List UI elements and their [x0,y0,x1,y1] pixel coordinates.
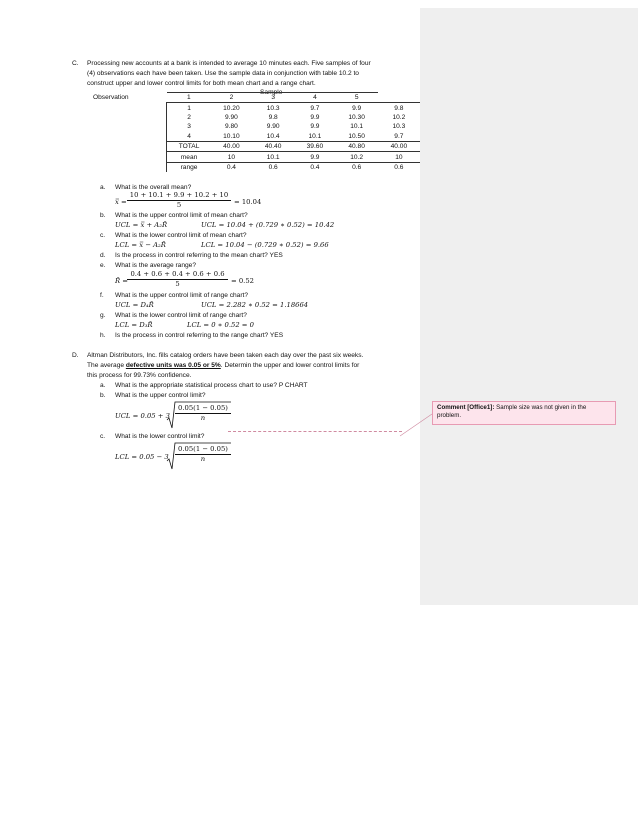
sample-number: 1 [167,93,211,103]
q-c-a-letter: a. [100,184,106,191]
comment-text: Sample size was not given in the [496,404,587,411]
row-label: mean [167,152,211,162]
q-c-f-letter: f. [100,292,104,299]
table-cell: 9.90 [266,123,280,131]
table-cell: 0.6 [252,162,294,172]
fraction-denominator: n [200,414,206,422]
table-cell: 10.10 [223,132,240,140]
q-c-a-text: What is the overall mean? [115,184,192,191]
table-cell: 10.2 [392,113,406,121]
lcl-mean-formula: LCL = x̿ − A₂R̄ [115,241,166,249]
table-cell: 0.6 [378,162,420,172]
lcl-mean-calc: LCL = 10.04 − (0.729 ∗ 0.52) = 9.66 [201,241,329,249]
table-cell: 40.40 [252,141,294,151]
lcl-p-lhs: LCL = 0.05 − 3 [115,453,169,461]
lcl-range-formula: LCL = D₃R̄ [115,321,153,329]
table-row-total [87,141,420,151]
table-row [87,113,420,122]
section-d-line-3: this process for 99.73% confidence. [87,372,192,379]
table-cell: 10.1 [350,123,364,131]
q-c-c-letter: c. [100,232,106,239]
table-cell: 10.2 [336,152,378,162]
q-d-b-letter: b. [100,392,106,399]
section-c-intro-2: (4) observations each have been taken. Use the sample data in conjunction with table 10.2 to [87,70,359,77]
table-cell: 39.60 [294,141,335,151]
table-cell: 9.9 [310,123,320,131]
q-c-h-text: Is the process in control referring to the range chart? YES [115,332,284,339]
ucl-range-calc: UCL = 2.282 ∗ 0.52 = 1.18664 [201,301,309,309]
fraction-numerator: 0.05(1 − 0.05) [175,445,231,455]
section-d-line-2 [87,361,359,370]
line-2-end: . Determin the upper and lower control limits for [220,362,360,369]
q-c-f-text: What is the upper control limit of range chart? [115,292,249,299]
section-d-line-1: Altman Distributors, Inc. fills catalog orders have been taken each day over the past six weeks. [87,352,364,359]
table-cell: 9.9 [336,103,378,113]
sample-number: 3 [252,93,294,103]
sample-number: 4 [294,93,335,103]
table-cell: 40.00 [378,141,420,151]
q-d-c-letter: c. [100,433,106,440]
ucl-p-fraction [175,404,231,423]
q-c-d-letter: d. [100,252,106,259]
lcl-p-fraction [175,445,231,464]
table-cell: 10 [211,152,252,162]
row-label: 2 [167,113,211,122]
table-cell: 10.3 [252,103,294,113]
table-cell: 9.9 [294,152,335,162]
table-cell: 10.1 [308,132,322,140]
table-cell: 10.3 [392,123,406,131]
q-d-b-text: What is the upper control limit? [115,392,206,399]
q-c-b-text: What is the upper control limit of mean chart? [115,212,248,219]
table-row [87,122,420,131]
row-label: 1 [167,103,211,113]
average-range-fraction [127,270,228,289]
table-header-row [87,93,420,103]
average-range-result: = 0.52 [231,277,254,285]
comment-text-continued: problem. [437,412,462,419]
ucl-mean-formula: UCL = x̿ + A₂R̄ [115,221,168,229]
table-cell: 9.7 [294,103,335,113]
comment-anchor-line [228,431,402,432]
fraction-numerator: 0.05(1 − 0.05) [175,404,231,414]
table-cell: 0.6 [336,162,378,172]
defective-rate-emphasis: defective units was 0.05 or 5% [125,362,221,369]
ucl-p-lhs: UCL = 0.05 + 3 [115,412,170,420]
overall-mean-lhs: x̿ = [115,198,127,206]
fraction-numerator: 10 + 10.1 + 9.9 + 10.2 + 10 [127,191,231,201]
row-label: range [167,162,211,172]
q-c-d-text: Is the process in control referring to the mean chart? YES [115,252,283,259]
q-c-h-letter: h. [100,332,106,339]
sample-header: Sample [260,89,283,96]
section-c-intro-3: construct upper and lower control limits for both mean chart and a range chart. [87,80,316,87]
table-cell: 10.50 [348,132,365,140]
average-range-lhs: R̄ = [115,277,128,285]
comment-connector [398,404,434,438]
table-cell: 9.8 [378,103,420,113]
q-c-c-text: What is the lower control limit of mean chart? [115,232,247,239]
line-2-start: The average [87,362,126,369]
table-cell: 0.4 [211,162,252,172]
sample-number: 2 [211,93,252,103]
ucl-range-formula: UCL = D₄R̄ [115,301,154,309]
q-d-a-letter: a. [100,382,106,389]
table-cell: 9.80 [224,123,238,131]
table-row-range [87,162,420,172]
comment-author: Comment [Office1]: [437,404,495,411]
q-c-g-letter: g. [100,312,106,319]
q-d-a-text: What is the appropriate statistical process chart to use? P CHART [115,382,308,389]
overall-mean-fraction [127,191,231,210]
q-c-b-letter: b. [100,212,106,219]
table-cell: 10.20 [211,103,252,113]
table-cell: 9.90 [224,113,238,121]
table-cell: 10.4 [266,132,280,140]
section-c-intro-1: Processing new accounts at a bank is intended to average 10 minutes each. Five samples of four [87,60,371,67]
table-cell: 0.4 [294,162,335,172]
table-row [87,132,420,142]
table-row-mean [87,152,420,162]
table-cell: 10.30 [348,113,365,121]
table-cell: 40.80 [336,141,378,151]
table-cell: 10 [378,152,420,162]
ucl-mean-calc: UCL = 10.04 + (0.729 ∗ 0.52) = 10.42 [201,221,335,229]
q-d-c-text: What is the lower control limit? [115,433,205,440]
observation-header: Observation [93,94,129,102]
comments-pane [420,8,638,605]
row-label: 4 [167,132,211,142]
section-d-label: D. [72,352,79,359]
observation-table [87,92,420,172]
comment-balloon[interactable] [432,401,616,425]
q-c-e-text: What is the average range? [115,262,197,269]
fraction-denominator: 5 [176,201,182,209]
row-label: TOTAL [167,141,211,151]
table-row [87,103,420,113]
overall-mean-result: = 10.04 [234,198,262,206]
fraction-denominator: 5 [175,280,180,288]
fraction-denominator: n [200,455,206,463]
row-label: 3 [167,122,211,131]
section-c-label: C. [72,60,79,67]
lcl-range-calc: LCL = 0 ∗ 0.52 = 0 [187,321,254,329]
table-cell: 40.00 [211,141,252,151]
table-cell: 9.7 [394,132,404,140]
q-c-g-text: What is the lower control limit of range chart? [115,312,247,319]
fraction-numerator: 0.4 + 0.6 + 0.4 + 0.6 + 0.6 [127,270,228,280]
table-cell: 9.9 [310,113,320,121]
q-c-e-letter: e. [100,262,106,269]
sample-number: 5 [336,93,378,103]
table-cell: 10.1 [252,152,294,162]
table-cell: 9.8 [268,113,278,121]
